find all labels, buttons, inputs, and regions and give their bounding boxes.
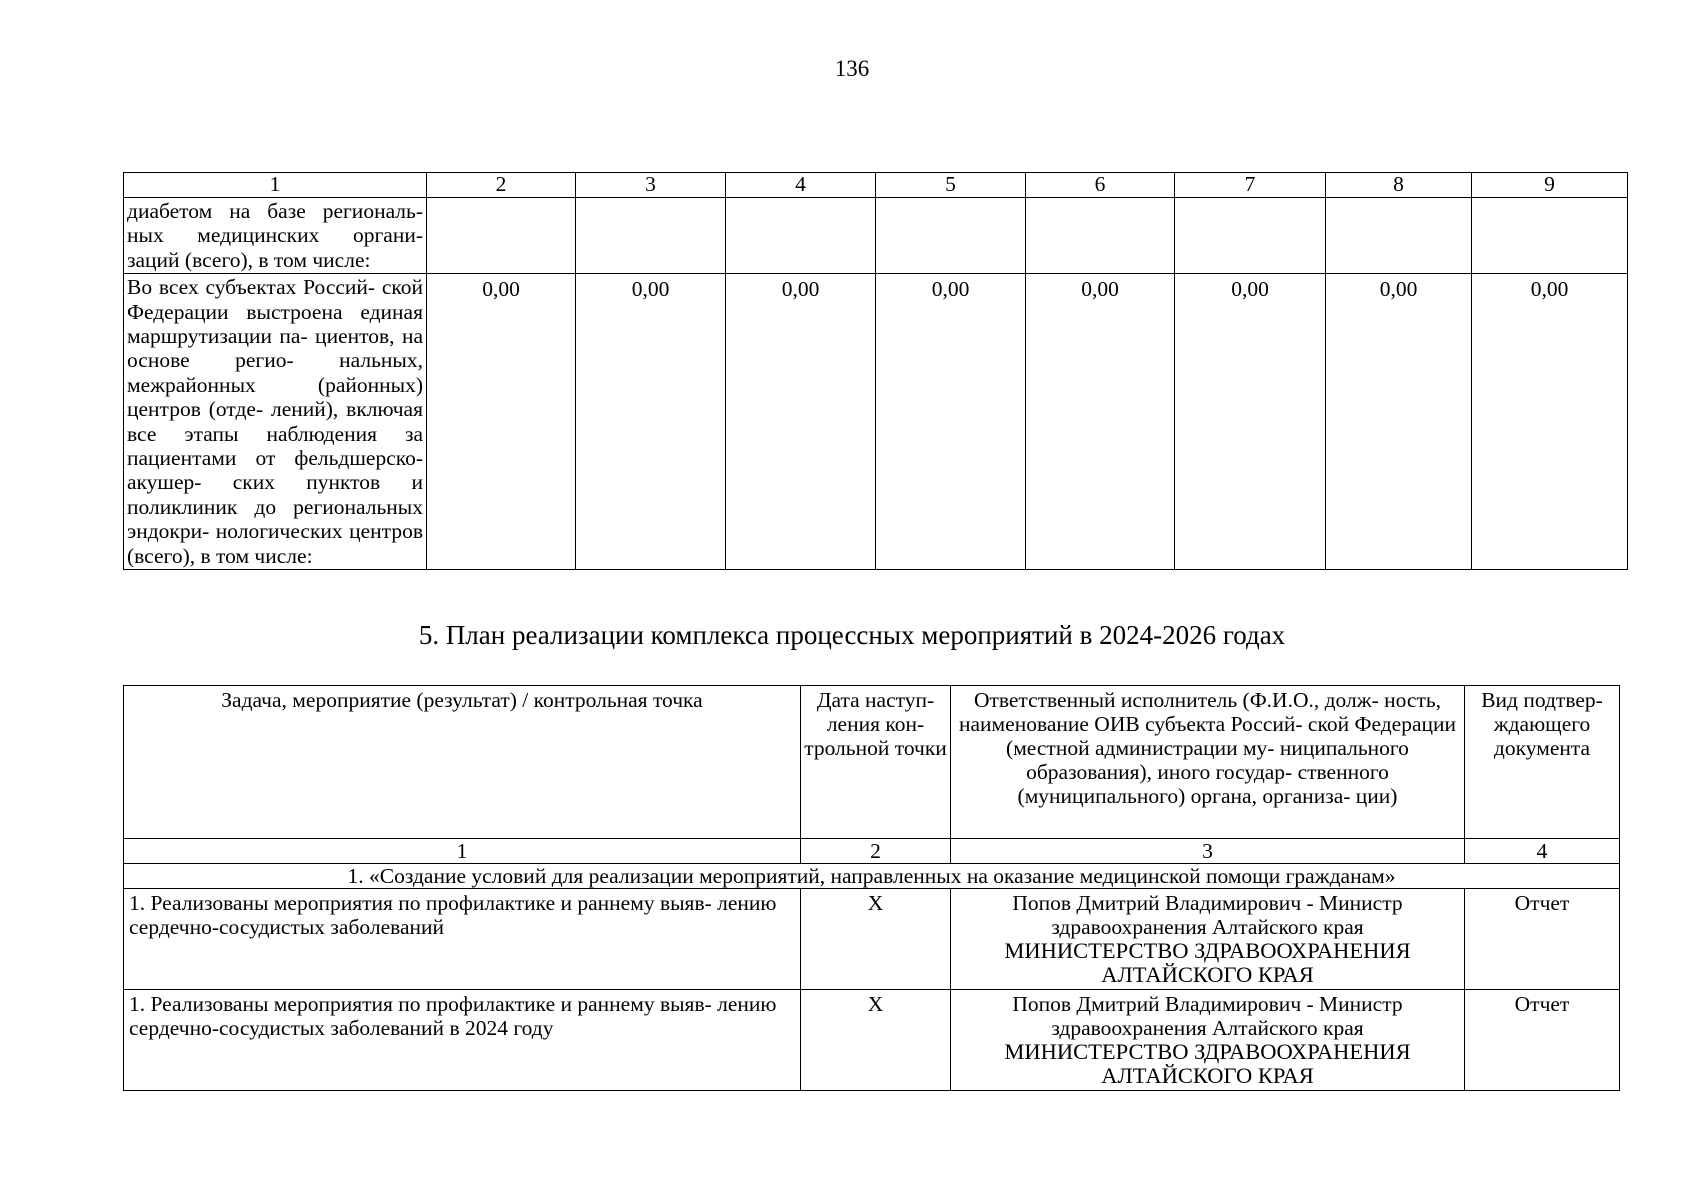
value-cell: 0,00 [1026,274,1175,570]
column-header-document: Вид подтвер- ждающего документа [1465,686,1620,839]
document-cell: Отчет [1465,889,1620,990]
row-label: Во всех субъектах Россий- ской Федерации выстроена единая маршрутизации па- циентов, на основе регио- нальных, межрайонных (районных) центров (отде- лений), включая все этапы наблюдения за пациентами от фельдшерско-акушер- ских пунктов и поликлиник до региональных эндокри- нологических центров (всего), в том числе: [124,274,427,570]
column-number-row [124,173,1628,198]
value-cell [726,198,876,274]
value-cell [427,198,576,274]
responsible-cell [951,990,1465,1091]
value-cell: 0,00 [1326,274,1472,570]
column-number: 4 [726,173,876,198]
activity-cell: 1. Реализованы мероприятия по профилактике и раннему выяв- лению сердечно-сосудистых заболеваний [124,889,801,990]
value-cell [876,198,1026,274]
column-header-responsible: Ответственный исполнитель (Ф.И.О., долж- ность, наименование ОИВ субъекта Россий- ской Федерации (местной администрации му- ниципального образования), иного государ- ственного (муниципального) органа, организа- ции) [951,686,1465,839]
value-cell: 0,00 [1175,274,1326,570]
column-number-row [124,839,1620,864]
column-number: 7 [1175,173,1326,198]
responsible-cell [951,889,1465,990]
column-number: 1 [124,839,801,864]
column-number: 4 [1465,839,1620,864]
responsible-org: МИНИСТЕРСТВО ЗДРАВООХРАНЕНИЯ АЛТАЙСКОГО КРАЯ [1004,938,1411,987]
value-cell: 0,00 [726,274,876,570]
column-number: 2 [427,173,576,198]
indicators-table [123,172,1628,570]
header-row [124,686,1620,839]
date-cell: Х [801,889,951,990]
row-label: диабетом на базе региональ- ных медицинских органи- заций (всего), в том числе: [124,198,427,274]
page-number: 136 [834,56,870,81]
value-cell: 0,00 [1472,274,1628,570]
date-cell: Х [801,990,951,1091]
responsible-org: МИНИСТЕРСТВО ЗДРАВООХРАНЕНИЯ АЛТАЙСКОГО КРАЯ [1004,1039,1411,1088]
plan-table [123,685,1620,1091]
value-cell [1175,198,1326,274]
column-header-activity: Задача, мероприятие (результат) / контрольная точка [124,686,801,839]
column-number: 5 [876,173,1026,198]
activity-cell: 1. Реализованы мероприятия по профилактике и раннему выяв- лению сердечно-сосудистых заболеваний в 2024 году [124,990,801,1091]
column-number: 3 [576,173,726,198]
value-cell: 0,00 [427,274,576,570]
section-title: 5. План реализации комплекса процессных мероприятий в 2024-2026 годах [418,620,1286,650]
task-title: 1. «Создание условий для реализации мероприятий, направленных на оказание медицинской помощи гражданам» [124,864,1620,889]
value-cell [1326,198,1472,274]
value-cell [1026,198,1175,274]
column-number: 8 [1326,173,1472,198]
column-header-date: Дата наступ- ления кон- трольной точки [801,686,951,839]
value-cell [1472,198,1628,274]
table-row [124,889,1620,990]
task-row [124,864,1620,889]
table-row [124,274,1628,570]
column-number: 3 [951,839,1465,864]
document-cell: Отчет [1465,990,1620,1091]
value-cell: 0,00 [576,274,726,570]
responsible-person: Попов Дмитрий Владимирович - Министр здравоохранения Алтайского края [1012,992,1403,1040]
responsible-person: Попов Дмитрий Владимирович - Министр здравоохранения Алтайского края [1012,891,1403,939]
value-cell: 0,00 [876,274,1026,570]
column-number: 9 [1472,173,1628,198]
value-cell [576,198,726,274]
column-number: 6 [1026,173,1175,198]
column-number: 1 [124,173,427,198]
table-row [124,990,1620,1091]
column-number: 2 [801,839,951,864]
table-row [124,198,1628,274]
